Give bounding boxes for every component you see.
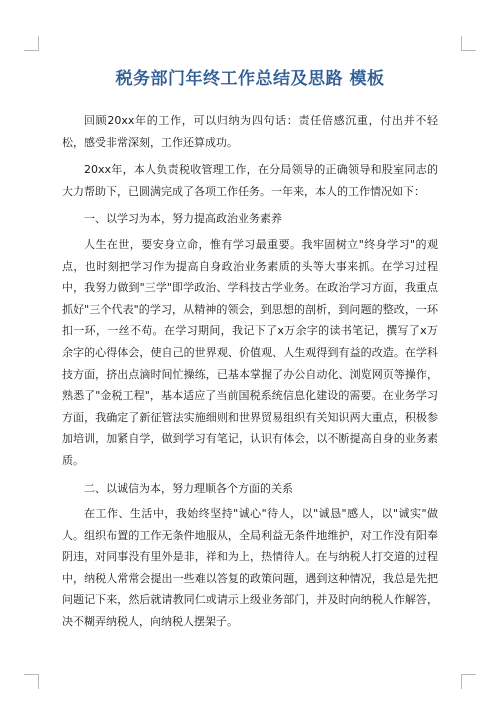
paragraph-intro: 回顾20xx年的工作，可以归纳为四句话：责任倍感沉重，付出并不轻松，感受非常深刻，工作还算成功。 bbox=[62, 114, 438, 149]
crop-mark-bottom-left bbox=[24, 674, 39, 689]
section-heading-1: 一、以学习为本，努力提高政治业务素养 bbox=[84, 212, 282, 226]
crop-mark-bottom-right bbox=[461, 674, 476, 689]
document-body bbox=[62, 110, 438, 639]
paragraph-overview: 20xx年，本人负责税收管理工作，在分局领导的正确领导和股室同志的大力帮助下，已圆满完成了各项工作任务。一年来，本人的工作情况如下： bbox=[62, 163, 438, 198]
crop-mark-top-left bbox=[24, 36, 39, 51]
crop-mark-top-right bbox=[461, 36, 476, 51]
section-heading-2: 二、以诚信为本，努力理顺各个方面的关系 bbox=[84, 481, 293, 495]
document-title: 税务部门年终工作总结及思路 模板 bbox=[115, 69, 385, 89]
paragraph-integrity: 在工作、生活中，我始终坚持"诚心"待人，以"诚恳"感人，以"诚实"做人。组织布置的工作无条件地服从，全局利益无条件地维护，对工作没有阳奉阴违，对同事没有里外是非，祥和为上，热情待人。在与纳税人打交道的过程中，纳税人常常会提出一些难以答复的政策问题，遇到这种情况，我总是先把问题记下来，然后就请教同仁或请示上级业务部门，并及时向纳税人作解答，决不糊弄纳税人，向纳税人摆架子。 bbox=[62, 507, 438, 629]
paragraph-study: 人生在世，要安身立命，惟有学习最重要。我牢固树立"终身学习"的观点，也时刻把学习作为提高自身政治业务素质的头等大事来抓。在学习过程中，我努力做到"三学"即学政治、学科技古学业务。在政治学习方面，我重点抓好"三个代表"的学习，从精神的领会，到思想的剖析，到问题的整改，一环扣一环，一丝不苟。在学习期间，我记下了x万余字的读书笔记，撰写了x万余字的心得体会，使自己的世界观、价值观、人生观得到有益的改造。在学科技方面，挤出点滴时间忙操练，已基本掌握了办公自动化、浏览网页等操作，熟悉了"金税工程"，基本适应了当前国税系统信息化建设的需要。在业务学习方面，我确定了新征管法实施细则和世界贸易组织有关知识两大重点，积极参加培训，加紧自学，做到学习有笔记，认识有体会，以不断提高自身的业务素质。 bbox=[62, 237, 438, 467]
